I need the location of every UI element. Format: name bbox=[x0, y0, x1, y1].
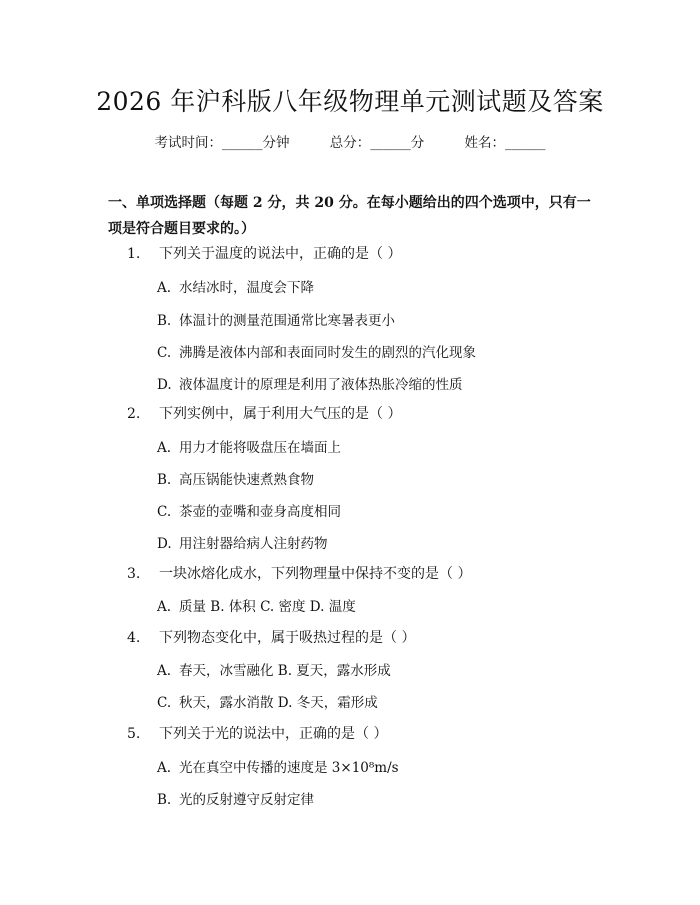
total-score-field: 总分：______分 bbox=[329, 135, 425, 151]
option-2c bbox=[157, 500, 341, 520]
option-letter: A. bbox=[157, 440, 172, 456]
option-text: 液体温度计的原理是利用了液体热胀冷缩的性质 bbox=[179, 377, 463, 393]
question-text: 下列关于光的说法中，正确的是（ ） bbox=[159, 726, 388, 742]
option-letter: B. bbox=[157, 313, 172, 329]
question-2 bbox=[127, 403, 401, 423]
exam-time-field: 考试时间：______分钟 bbox=[154, 135, 290, 151]
question-text: 下列关于温度的说法中，正确的是（ ） bbox=[159, 246, 402, 262]
option-letter: C. bbox=[157, 504, 172, 520]
option-letter: A. bbox=[157, 760, 172, 776]
option-text: 高压锅能快速煮熟食物 bbox=[179, 472, 314, 488]
question-number: 1. bbox=[127, 246, 141, 262]
question-3 bbox=[127, 563, 471, 583]
question-text: 一块冰熔化成水，下列物理量中保持不变的是（ ） bbox=[159, 566, 472, 582]
option-letter: C. bbox=[157, 695, 172, 711]
option-text: 光在真空中传播的速度是 3×10⁸m/s bbox=[179, 760, 399, 776]
question-1 bbox=[127, 243, 401, 263]
option-letter: D. bbox=[157, 377, 172, 393]
option-text: 光的反射遵守反射定律 bbox=[179, 792, 314, 808]
question-text: 下列物态变化中，属于吸热过程的是（ ） bbox=[159, 630, 416, 646]
option-letter: D. bbox=[157, 536, 172, 552]
option-text: 质量 B. 体积 C. 密度 D. 温度 bbox=[179, 599, 356, 615]
option-3-abcd bbox=[157, 595, 356, 615]
question-number: 3. bbox=[127, 566, 141, 582]
page-title: 2026 年沪科版八年级物理单元测试题及答案 bbox=[96, 87, 604, 116]
option-1a bbox=[157, 276, 314, 296]
option-text: 春天，冰雪融化 B. 夏天，露水形成 bbox=[179, 663, 391, 679]
option-letter: B. bbox=[157, 792, 172, 808]
option-2d bbox=[157, 532, 328, 552]
option-letter: A. bbox=[157, 599, 172, 615]
option-1b bbox=[157, 309, 395, 329]
option-1c bbox=[157, 341, 476, 361]
option-letter: C. bbox=[157, 345, 172, 361]
option-5b bbox=[157, 788, 314, 808]
option-letter: A. bbox=[157, 280, 172, 296]
option-text: 沸腾是液体内部和表面同时发生的剧烈的汽化现象 bbox=[179, 345, 476, 361]
option-4-cd bbox=[157, 691, 378, 711]
option-text: 茶壶的壶嘴和壶身高度相同 bbox=[179, 504, 341, 520]
option-5a bbox=[157, 756, 399, 776]
question-number: 4. bbox=[127, 630, 141, 646]
question-number: 2. bbox=[127, 406, 141, 422]
option-text: 体温计的测量范围通常比寒暑表更小 bbox=[179, 313, 395, 329]
option-text: 用力才能将吸盘压在墙面上 bbox=[179, 440, 341, 456]
option-2b bbox=[157, 468, 314, 488]
section-heading: 一、单项选择题（每题 2 分，共 20 分。在每小题给出的四个选项中，只有一项是符合题目要求的。） bbox=[108, 195, 591, 237]
question-number: 5. bbox=[127, 726, 141, 742]
option-1d bbox=[157, 373, 463, 393]
option-4-ab bbox=[157, 659, 391, 679]
option-text: 用注射器给病人注射药物 bbox=[179, 536, 328, 552]
exam-info-line bbox=[0, 131, 700, 151]
option-text: 水结冰时，温度会下降 bbox=[179, 280, 314, 296]
option-letter: A. bbox=[157, 663, 172, 679]
option-text: 秋天，露水消散 D. 冬天，霜形成 bbox=[179, 695, 378, 711]
question-text: 下列实例中，属于利用大气压的是（ ） bbox=[159, 406, 402, 422]
student-name-field: 姓名：______ bbox=[464, 135, 546, 151]
option-2a bbox=[157, 436, 341, 456]
question-4 bbox=[127, 627, 415, 647]
option-letter: B. bbox=[157, 472, 172, 488]
question-5 bbox=[127, 723, 387, 743]
